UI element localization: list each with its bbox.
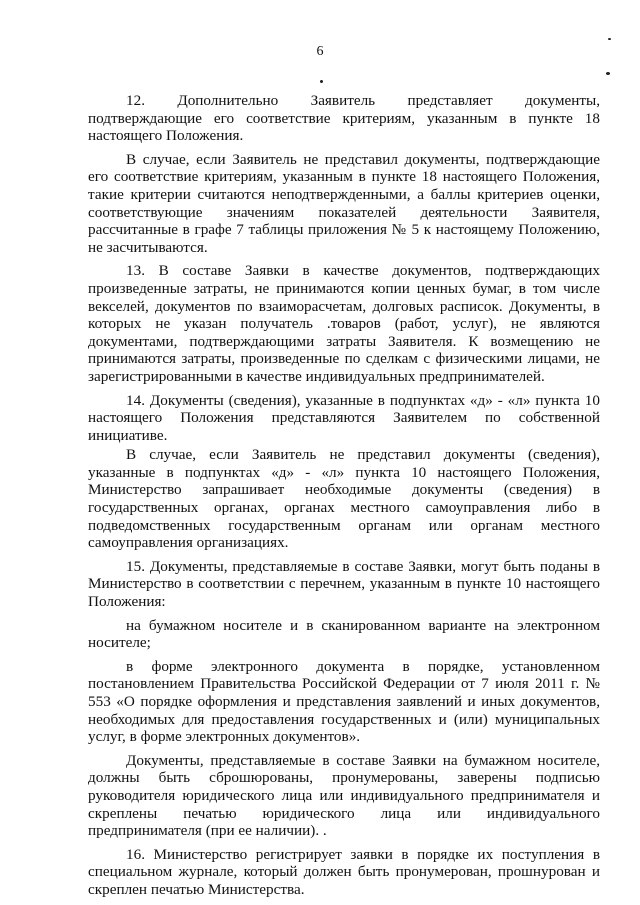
- scan-speck: [608, 38, 611, 40]
- paragraph-14: 14. Документы (сведения), указанные в подпунктах «д» - «л» пункта 10 настоящего Положения представляются Заявителем по собственной инициативе.: [88, 391, 600, 444]
- scan-speck: [606, 72, 610, 75]
- paragraph-15-option-paper: на бумажном носителе и в сканированном варианте на электронном носителе;: [88, 616, 600, 652]
- paragraph-12-case: В случае, если Заявитель не представил документы, подтверждающие его соответствие критериям, указанным в пункте 18 настоящего Положения, такие критерии считаются неподтвержденными, а баллы критериев оценки, соответствующие значениям показателей деятельности Заявителя, рассчитанные в графе 7 таблицы приложения № 5 к настоящему Положению, не засчитываются.: [88, 150, 600, 256]
- scan-speck: [320, 80, 323, 83]
- paragraph-15-option-electronic: в форме электронного документа в порядке, установленном постановлением Правительства Российской Федерации от 7 июля 2011 г. № 553 «О порядке оформления и представления заявлений и иных документов, необходимых для предоставления государственных и (или) муниципальных услуг, в форме электронных документов».: [88, 657, 600, 746]
- paragraph-14-case: В случае, если Заявитель не представил документы (сведения), указанные в подпунктах «д» - «л» пункта 10 настоящего Положения, Министерство запрашивает необходимые документы (сведения) в государственных органах, органах местного самоуправления либо в подведомственных государственным органам или органам местного самоуправления организациях.: [88, 446, 600, 552]
- paragraph-15-requirements: Документы, представляемые в составе Заявки на бумажном носителе, должны быть сброшюрованы, пронумерованы, заверены подписью руководителя юридического лица или индивидуального предпринимателя и скреплены печатью юридического лица или индивидуального предпринимателя (при ее наличии). .: [88, 751, 600, 840]
- paragraph-13: 13. В составе Заявки в качестве документов, подтверждающих произведенные затраты, не принимаются копии ценных бумаг, в том числе векселей, документов по взаиморасчетам, долговых расписок. Документы, в которых не указан получатель .товаров (работ, услуг), не являются документами, подтверждающими затраты Заявителя. К возмещению не принимаются затраты, произведенные по сделкам с физическими лицами, не зарегистрированными в качестве индивидуальных предпринимателей.: [88, 262, 600, 385]
- paragraph-16: 16. Министерство регистрирует заявки в порядке их поступления в специальном журнале, который должен быть пронумерован, прошнурован и скреплен печатью Министерства.: [88, 845, 600, 898]
- document-body: [88, 92, 600, 905]
- paragraph-15: 15. Документы, представляемые в составе Заявки, могут быть поданы в Министерство в соответствии с перечнем, указанным в пункте 10 настоящего Положения:: [88, 557, 600, 611]
- page-number: 6: [316, 44, 324, 59]
- paragraph-12: 12. Дополнительно Заявитель представляет документы, подтверждающие его соответствие критериям, указанным в пункте 18 настоящего Положения.: [88, 92, 600, 145]
